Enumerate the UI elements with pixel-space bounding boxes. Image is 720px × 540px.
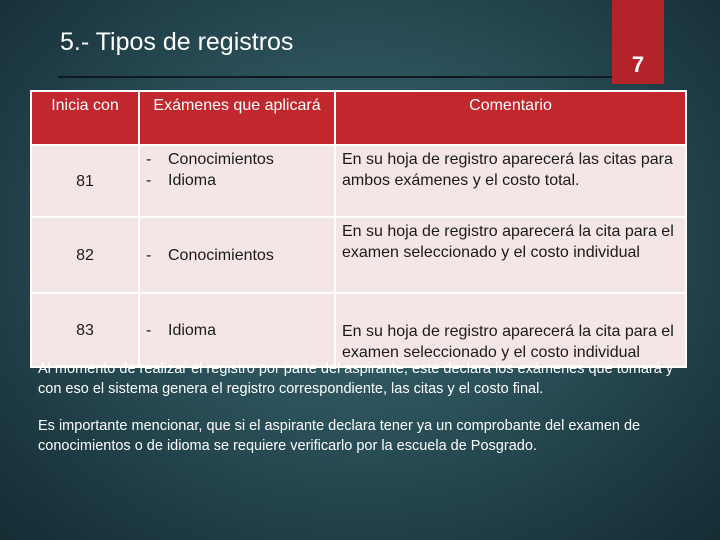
table-row [31,293,686,367]
registration-types-table [30,90,687,368]
table-header-row [31,91,686,145]
exam-label: Conocimientos [168,151,274,168]
header-inicia-con: Inicia con [31,91,139,145]
exam-list-item: - Idioma [146,321,217,339]
row-start-number: 82 [31,217,139,293]
row-exams [139,145,335,217]
page-number-badge [612,0,664,84]
verification-note-paragraph: Es importante mencionar, que si el aspirante declara tener ya un comprobante del examen de conocimientos o de idioma se requiere verificarlo por la escuela de Posgrado. [38,418,641,454]
exam-list-item: - Conocimientos [146,246,274,264]
table-row [31,217,686,293]
row-comment: En su hoja de registro aparecerá la cita para el examen seleccionado y el costo individual [335,293,686,367]
row-comment: En su hoja de registro aparecerá la cita para el examen seleccionado y el costo individual [335,217,686,293]
exam-list-item: - Idioma [146,172,217,189]
row-start-number: 81 [31,145,139,217]
row-exams [139,217,335,293]
exam-label: Idioma [168,321,217,339]
table-row [31,145,686,217]
explanation-paragraph: Al momento de realizar el registro por parte del aspirante, este declara los exámenes que tomará y con eso el sistema genera el registro correspondiente, las citas y el costo final. [38,361,674,397]
exam-list-item: - Conocimientos [146,151,274,168]
header-examenes: Exámenes que aplicará [139,91,335,145]
row-comment: En su hoja de registro aparecerá las citas para ambos exámenes y el costo total. [335,145,686,217]
exam-label: Idioma [168,172,217,189]
row-start-number: 83 [31,293,139,367]
page-number: 7 [631,52,645,77]
slide-title: 5.- Tipos de registros [60,28,294,56]
exam-label: Conocimientos [168,246,274,264]
title-divider [58,76,613,78]
row-exams [139,293,335,367]
header-comentario: Comentario [335,91,686,145]
